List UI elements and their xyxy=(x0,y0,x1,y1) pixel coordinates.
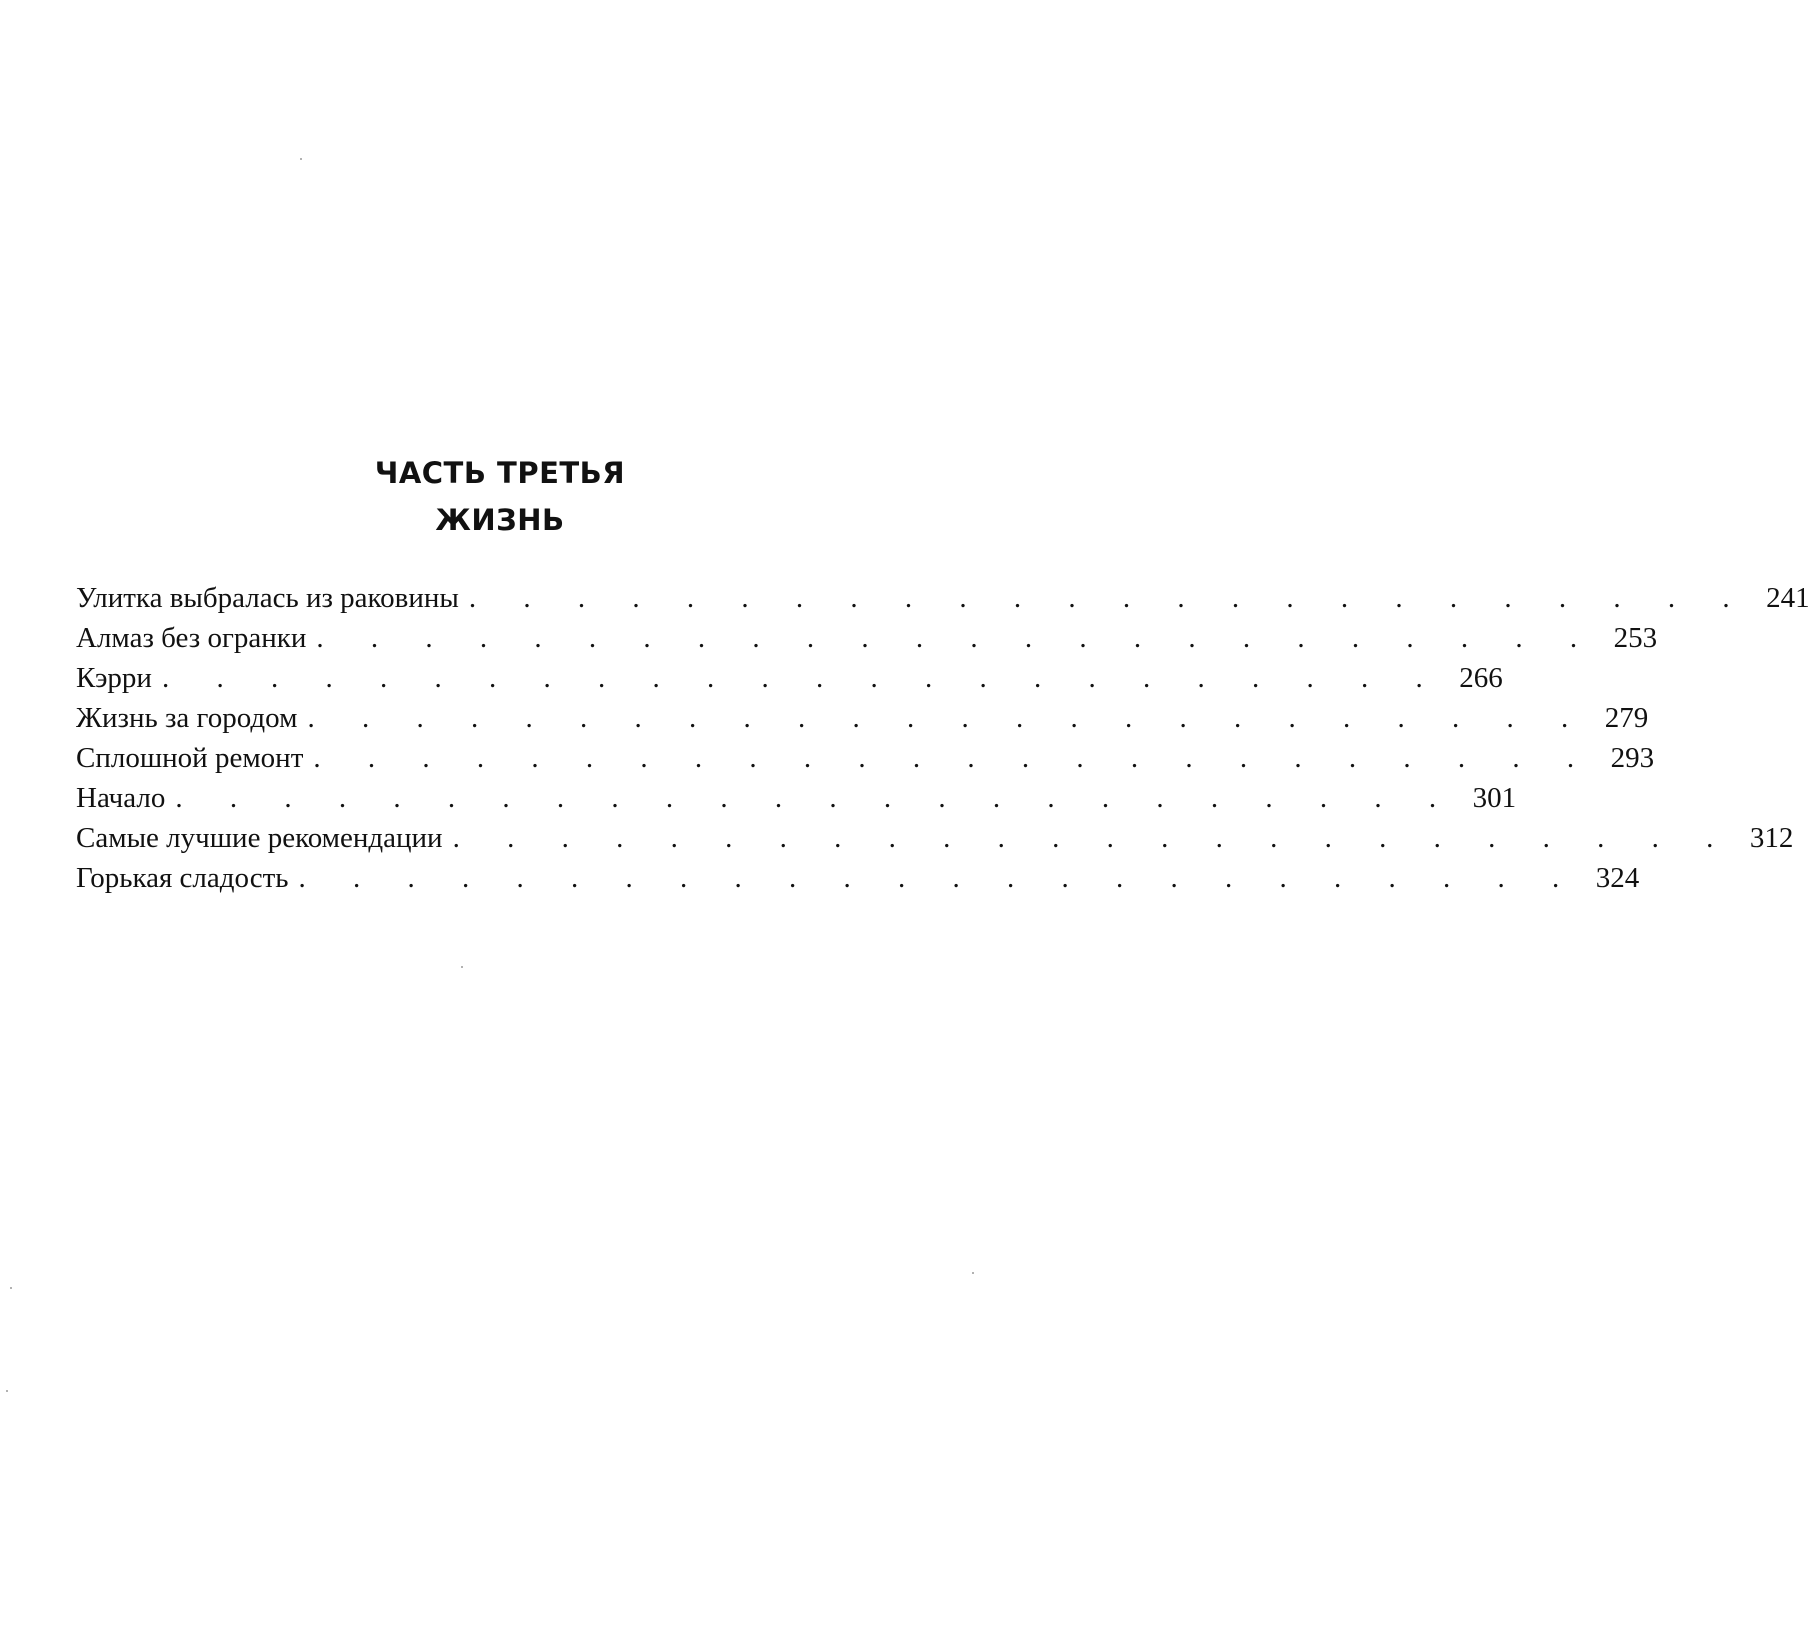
toc-entry-title: Кэрри xyxy=(76,662,152,694)
dot-leader: . . . . . . . . . . . . . . . . . . . . . . . . xyxy=(307,702,1589,734)
toc-entry-title: Самые лучшие рекомендации xyxy=(76,822,443,854)
toc-entry-page: 241 xyxy=(1766,582,1810,614)
dot-leader: . . . . . . . . . . . . . . . . . . . . . . . . xyxy=(316,622,1598,654)
scan-speck xyxy=(10,1287,12,1289)
toc-entry[interactable] xyxy=(76,858,1640,898)
toc-entry[interactable] xyxy=(76,578,1810,618)
dot-leader: . . . . . . . . . . . . . . . . . . . . . . . . xyxy=(313,742,1595,774)
toc-entry-title: Сплошной ремонт xyxy=(76,742,304,774)
toc-entry-page: 301 xyxy=(1472,782,1517,814)
scan-speck xyxy=(972,1272,974,1274)
toc-entry-page: 312 xyxy=(1749,822,1794,854)
toc-entry[interactable] xyxy=(76,698,1649,738)
part-label: ЧАСТЬ ТРЕТЬЯ xyxy=(374,456,626,490)
toc-entry-title: Начало xyxy=(76,782,166,814)
toc-entry-title: Алмаз без огранки xyxy=(76,622,307,654)
toc-entry[interactable] xyxy=(76,778,1517,818)
dot-leader: . . . . . . . . . . . . . . . . . . . . . . . . xyxy=(298,862,1580,894)
toc-entry-page: 293 xyxy=(1610,742,1655,774)
part-title: ЖИЗНЬ xyxy=(435,503,565,537)
toc-entry-title: Горькая сладость xyxy=(76,862,289,894)
scan-speck xyxy=(461,966,463,968)
dot-leader: . . . . . . . . . . . . . . . . . . . . . . . . xyxy=(468,582,1750,614)
dot-leader: . . . . . . . . . . . . . . . . . . . . . . . . xyxy=(452,822,1734,854)
scan-speck xyxy=(6,1390,8,1392)
toc-entry-page: 279 xyxy=(1604,702,1649,734)
toc-entry[interactable] xyxy=(76,658,1503,698)
toc-entry-page: 253 xyxy=(1613,622,1658,654)
toc-entry-title: Жизнь за городом xyxy=(76,702,298,734)
dot-leader: . . . . . . . . . . . . . . . . . . . . . . . . xyxy=(175,782,1457,814)
toc-entry[interactable] xyxy=(76,738,1655,778)
toc-entry-page: 324 xyxy=(1595,862,1640,894)
toc-entry-page: 266 xyxy=(1459,662,1503,694)
toc-entry-title: Улитка выбралась из раковины xyxy=(76,582,459,614)
dot-leader: . . . . . . . . . . . . . . . . . . . . . . . . xyxy=(161,662,1443,694)
table-of-contents xyxy=(76,578,1810,898)
toc-entry[interactable] xyxy=(76,618,1658,658)
scan-speck xyxy=(300,158,302,160)
toc-entry[interactable] xyxy=(76,818,1794,858)
